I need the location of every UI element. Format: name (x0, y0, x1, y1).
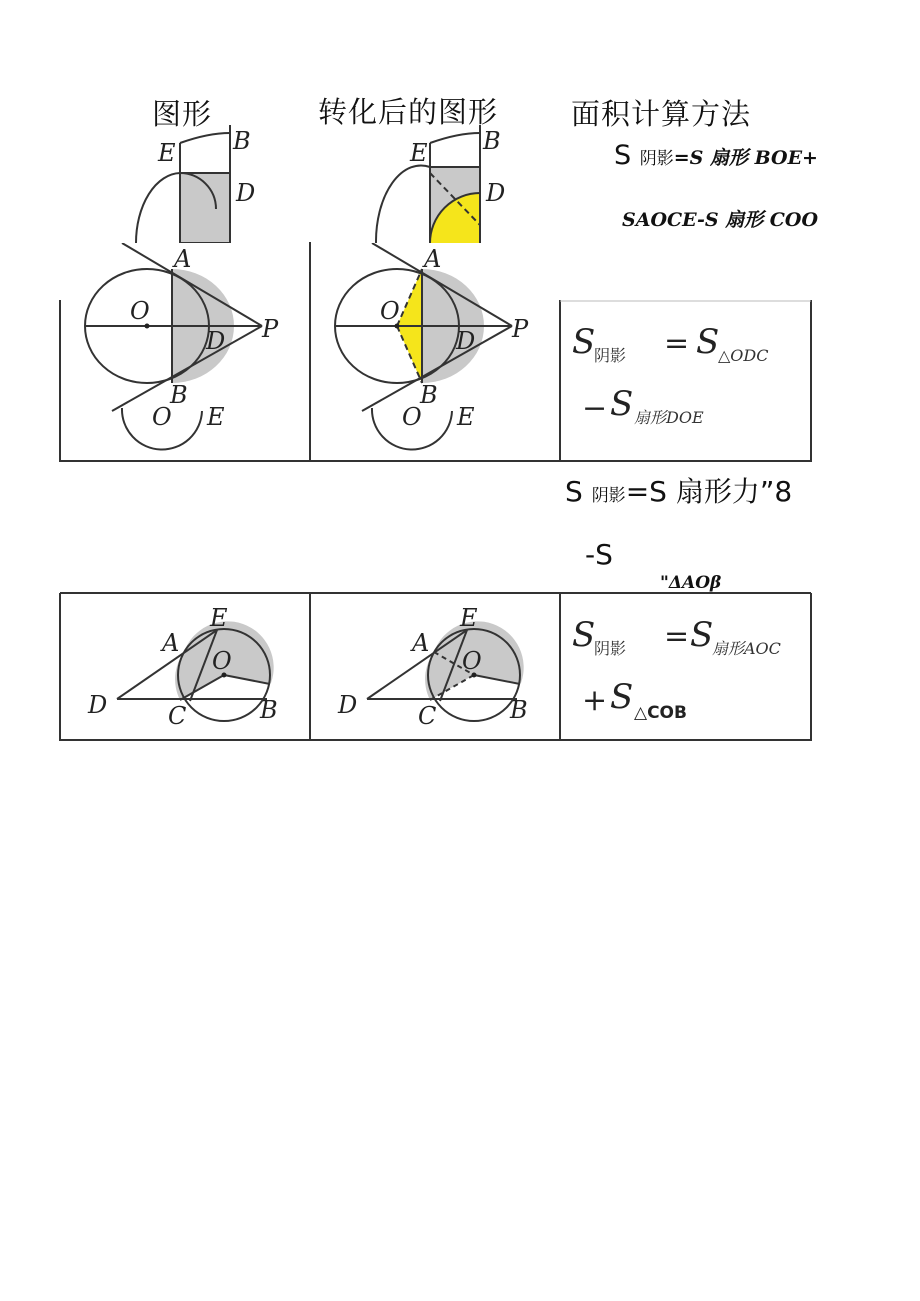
shadow-subscript: 阴影 (591, 486, 626, 506)
label-b: B (260, 696, 278, 724)
label-e: E (410, 139, 428, 167)
label-d: D (236, 179, 256, 207)
shadow-subscript: 阴影 (594, 346, 627, 365)
label-d: D (456, 327, 476, 355)
row3-formula-line1 (565, 470, 792, 510)
formula-rest: =S 扇形 BOE+ (673, 147, 818, 169)
label-a: A (162, 629, 180, 657)
row4-formula (562, 596, 808, 738)
equals-sign: = (664, 326, 690, 361)
label-e: E (460, 604, 478, 632)
row3-formula-line2: -S (585, 538, 613, 571)
label-b: B (420, 381, 438, 409)
row3-formula-line3: "ΔAOβ (660, 573, 722, 593)
figure-circle-secant-original (62, 596, 308, 738)
label-c: C (168, 702, 187, 730)
label-d: D (486, 179, 506, 207)
shadow-subscript: 阴影 (594, 639, 627, 658)
label-b: B (170, 381, 188, 409)
label-d: D (338, 691, 358, 719)
label-o: O (130, 297, 150, 325)
label-o: O (380, 297, 400, 325)
triangle-odc-subscript: △ODC (718, 346, 769, 365)
figure-circle-secant-transformed (312, 596, 558, 738)
label-o: O (462, 647, 482, 675)
label-p: P (512, 315, 529, 343)
label-b: B (233, 127, 251, 155)
label-e: E (158, 139, 176, 167)
sector-doe-subscript: 扇形DOE (634, 408, 704, 427)
label-a: A (412, 629, 430, 657)
shadow-subscript: 阴影 (639, 149, 674, 169)
formula-rest: =S 扇形力”8 (625, 475, 793, 508)
plus-sign: + (582, 683, 608, 718)
label-o-hidden: O (402, 403, 422, 431)
label-o-hidden: O (152, 403, 172, 431)
s-symbol: S (696, 322, 720, 362)
label-e: E (210, 604, 228, 632)
figure-circle-tangent-original (62, 243, 308, 455)
s-symbol: S (614, 140, 632, 171)
label-b: B (510, 696, 528, 724)
header-transformed-figure: 转化后的图形 (318, 95, 499, 129)
header-figure: 图形 (152, 97, 213, 131)
s-symbol: S (572, 615, 596, 655)
label-c: C (418, 702, 437, 730)
label-e-hidden: E (457, 403, 475, 431)
label-b: B (483, 127, 501, 155)
row1-formula-line2: SAOCE-S 扇形 COO (622, 209, 819, 231)
equals-sign: = (664, 619, 690, 654)
label-d: D (88, 691, 108, 719)
header-area-method: 面积计算方法 (571, 97, 752, 131)
label-d: D (206, 327, 226, 355)
label-a: A (424, 245, 442, 273)
sector-aoc-subscript: 扇形AOC (712, 639, 781, 658)
figure-circle-tangent-transformed (312, 243, 558, 455)
s-symbol: S (610, 384, 634, 424)
label-a: A (174, 245, 192, 273)
label-p: P (262, 315, 279, 343)
s-symbol: S (690, 615, 714, 655)
label-e-hidden: E (207, 403, 225, 431)
label-o: O (212, 647, 232, 675)
s-symbol: S (572, 322, 596, 362)
s-symbol: S (610, 677, 634, 717)
minus-sign: − (582, 391, 608, 426)
s-symbol: S (565, 475, 583, 508)
row2-formula (562, 303, 808, 459)
triangle-cob-subscript: △COB (634, 703, 687, 723)
